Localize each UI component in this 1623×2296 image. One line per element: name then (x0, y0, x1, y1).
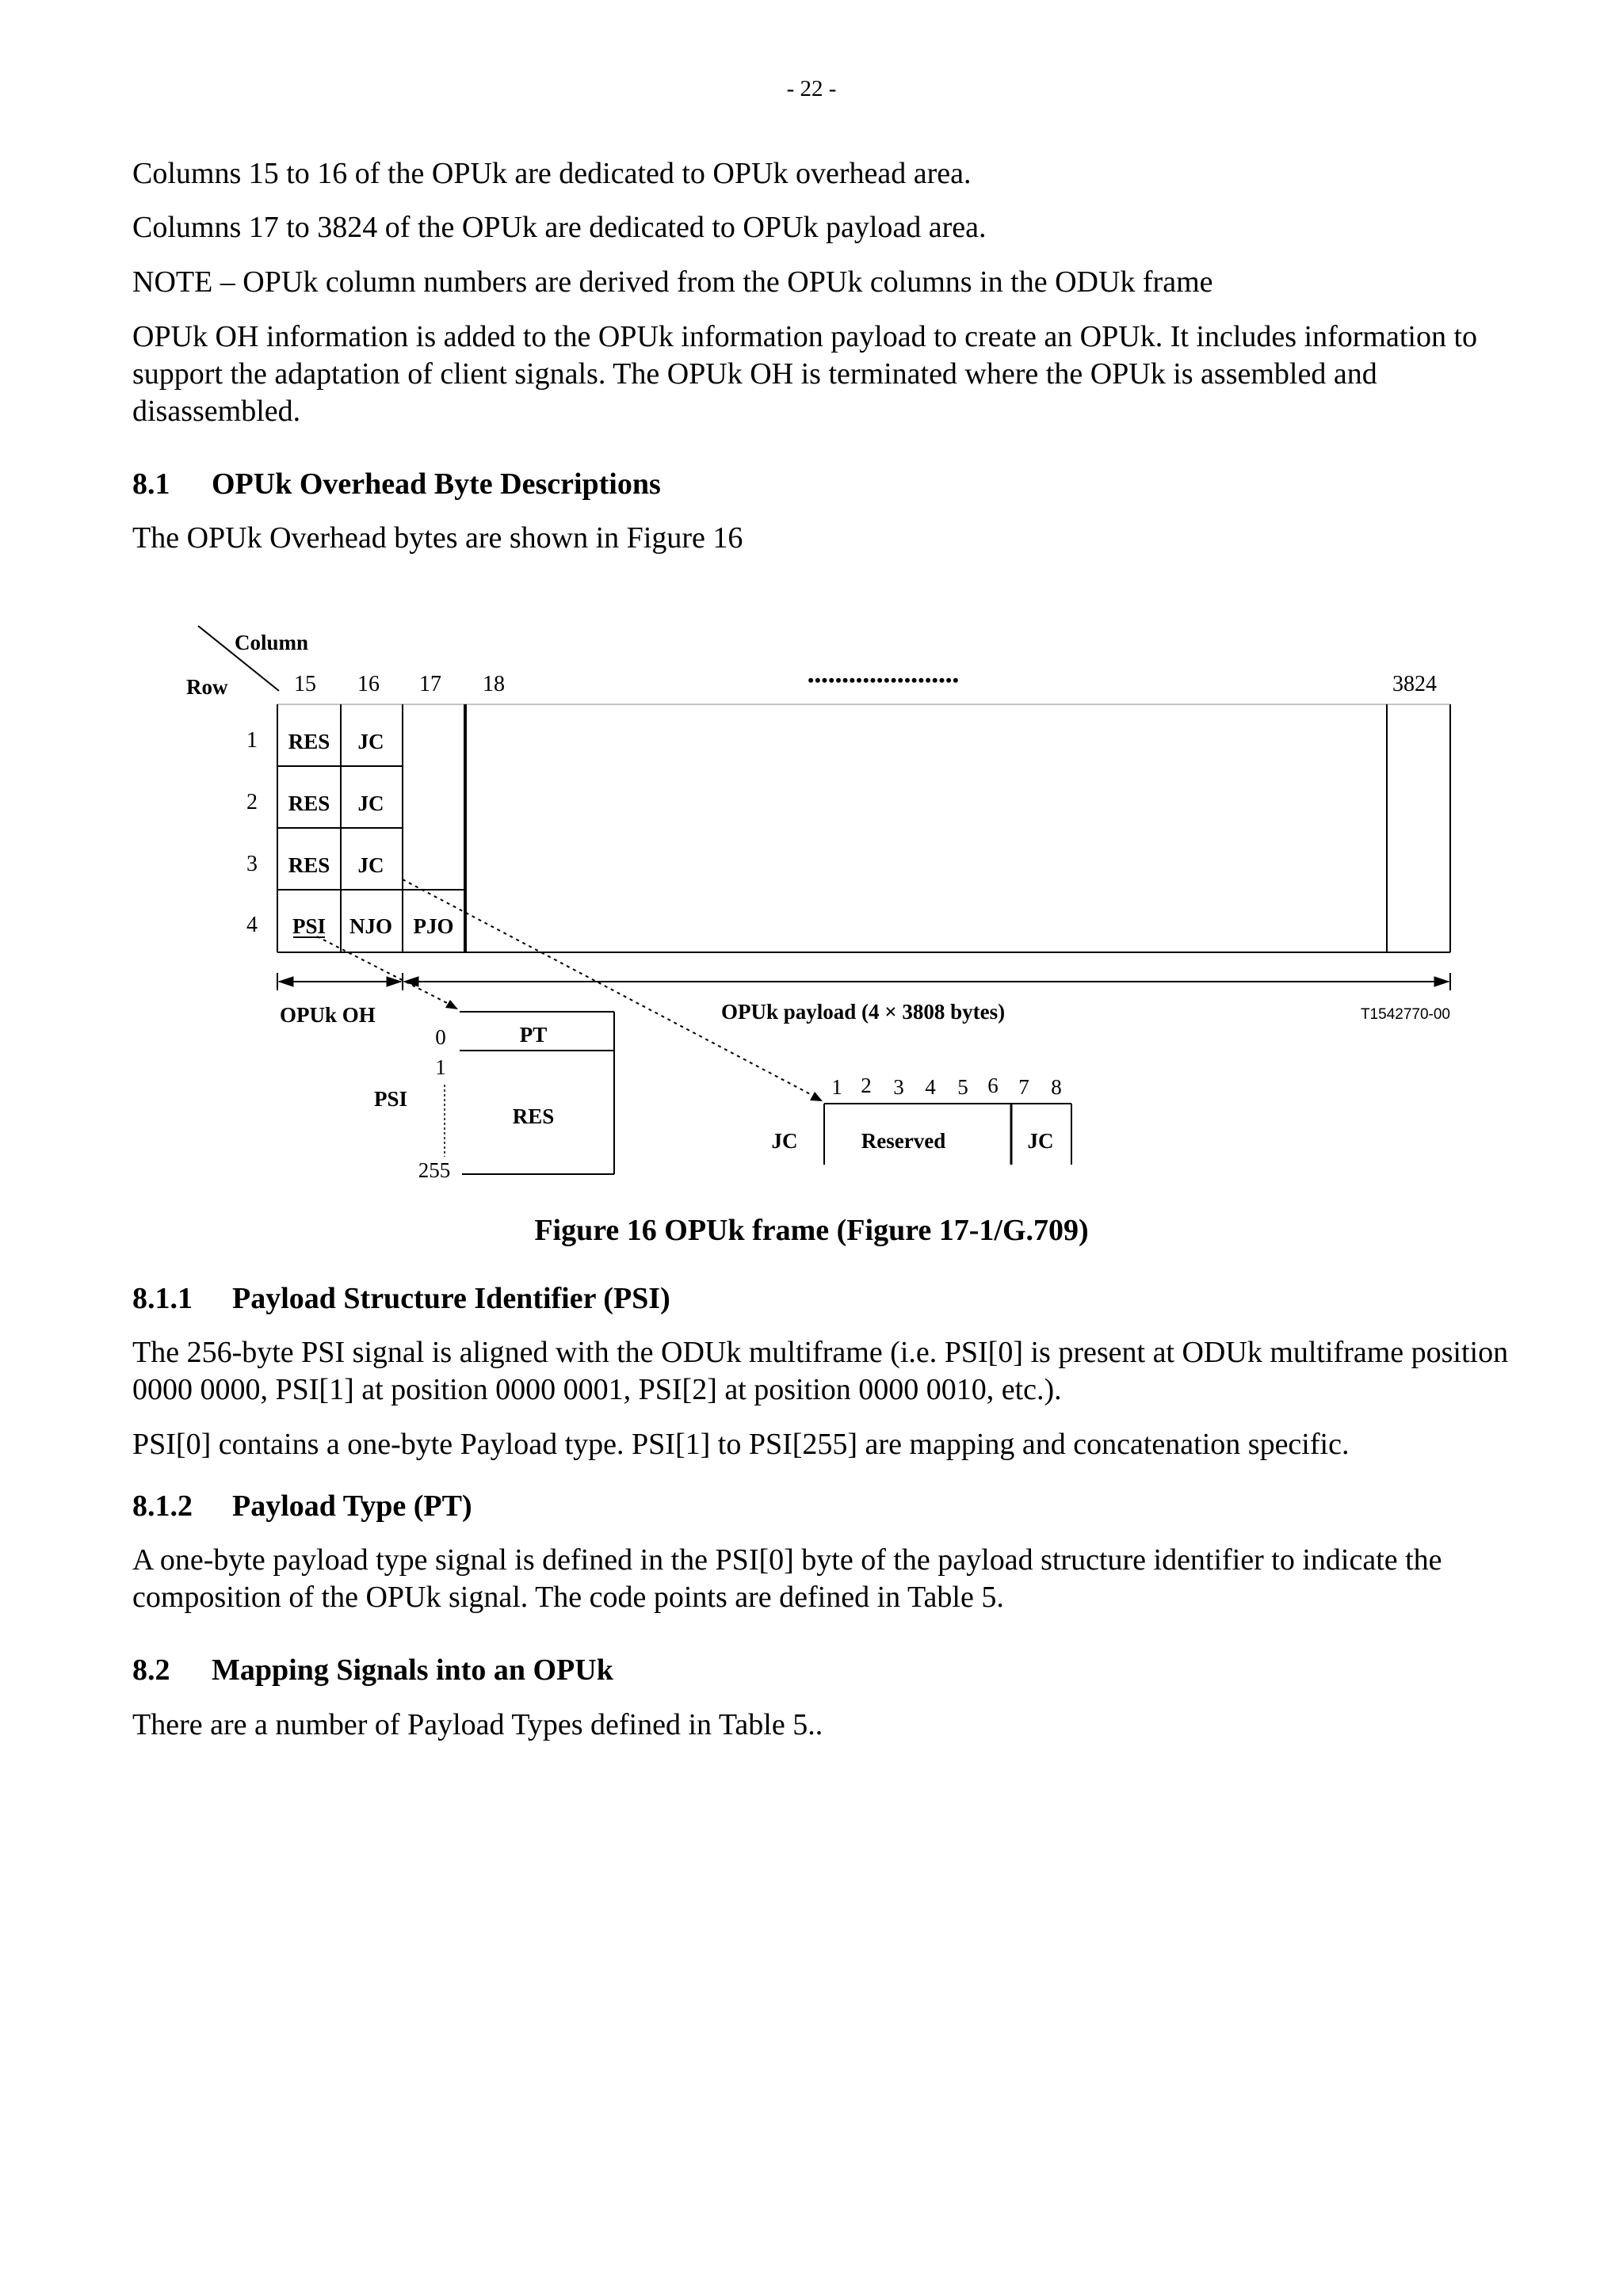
psi-index-1: 1 (435, 1055, 446, 1079)
section-8-1-2-heading (132, 1488, 472, 1525)
figure-caption: Figure 16 OPUk frame (Figure 17-1/G.709) (534, 1214, 1089, 1247)
page-number: - 22 - (786, 76, 837, 101)
psi-pointer-arrowhead (445, 1000, 458, 1009)
cell-r2-c16: JC (357, 791, 384, 815)
jc-bit-4: 4 (925, 1075, 936, 1099)
cell-r1-c15: RES (288, 730, 330, 753)
pointer-lines (317, 879, 816, 1097)
cell-r3-c15: RES (288, 853, 330, 877)
row-number-1: 1 (246, 728, 258, 753)
section-8-2-body: There are a number of Payload Types defined in Table 5.. (132, 1708, 823, 1741)
jc-left-label: JC (771, 1129, 798, 1153)
section-8-1-1-paragraph-2: PSI[0] contains a one-byte Payload type. PSI[1] to PSI[255] are mapping and concatenation specific. (132, 1428, 1350, 1461)
jc-bit-1: 1 (831, 1075, 842, 1099)
section-8-1-2-number: 8.1.2 (132, 1489, 193, 1523)
cell-r1-c16: JC (357, 730, 384, 753)
section-8-1-2-title: Payload Type (PT) (232, 1489, 472, 1523)
section-8-1-2-body: A one-byte payload type signal is defined in the PSI[0] byte of the payload structure identifier to indicate the composition of the OPUk signal. The code points are defined in Table 5. (132, 1543, 1442, 1614)
cell-r2-c15: RES (288, 791, 330, 815)
cell-r3-c16: JC (357, 853, 384, 877)
jc-pointer-arrowhead (810, 1092, 823, 1101)
jc-bit-7: 7 (1018, 1075, 1029, 1099)
note-paragraph: NOTE – OPUk column numbers are derived from the OPUk columns in the ODUk frame (132, 265, 1213, 299)
section-8-1-1-heading (132, 1280, 670, 1318)
section-8-1-body: The OPUk Overhead bytes are shown in Figure 16 (132, 521, 743, 555)
section-8-2-title: Mapping Signals into an OPUk (212, 1653, 613, 1687)
column-ellipsis-dots: •••••••••••••••••••••• (808, 670, 960, 690)
intro-paragraph-4: OPUk OH information is added to the OPUk information payload to create an OPUk. It includes information to support the adaptation of client signals. The OPUk OH is terminated where the OPUk is assembled and disassembled. (132, 320, 1478, 428)
row-number-3: 3 (246, 852, 258, 876)
reserved-bits-label: Reserved (861, 1129, 946, 1153)
intro-paragraph-2: Columns 17 to 3824 of the OPUk are dedicated to OPUk payload area. (132, 211, 987, 244)
dimension-arrows (277, 973, 1450, 990)
psi-index-0: 0 (435, 1025, 446, 1049)
section-8-1-1-paragraph-1: The 256-byte PSI signal is aligned with the ODUk multiframe (i.e. PSI[0] is present at ODUk multiframe position 0000 0000, PSI[1] at position 0000 0001, PSI[2] at position 0000 0010, etc.). (132, 1336, 1509, 1406)
jc-right-label: JC (1027, 1129, 1054, 1153)
intro-paragraph-1: Columns 15 to 16 of the OPUk are dedicated to OPUk overhead area. (132, 157, 972, 190)
column-number-16: 16 (357, 672, 380, 696)
cell-r4-c15: PSI (292, 914, 327, 938)
section-8-1-number: 8.1 (132, 467, 170, 501)
column-number-18: 18 (483, 672, 505, 696)
opuk-oh-label: OPUk OH (280, 1003, 376, 1027)
figure-id: T1542770-00 (1360, 1006, 1450, 1023)
row-number-2: 2 (246, 790, 258, 814)
section-8-1-title: OPUk Overhead Byte Descriptions (212, 467, 661, 501)
psi-index-255: 255 (418, 1158, 451, 1182)
column-label: Column (235, 631, 309, 654)
column-number-3824: 3824 (1392, 672, 1437, 696)
section-8-2-number: 8.2 (132, 1653, 170, 1687)
cell-r4-c17: PJO (413, 914, 454, 938)
jc-bit-3: 3 (893, 1075, 904, 1099)
section-8-1-1-title: Payload Structure Identifier (PSI) (232, 1282, 670, 1315)
res-cell: RES (512, 1104, 555, 1128)
column-number-17: 17 (419, 672, 441, 696)
jc-bit-5: 5 (957, 1075, 968, 1099)
psi-label: PSI (374, 1087, 408, 1111)
row-number-4: 4 (246, 913, 258, 937)
section-8-1-1-number: 8.1.1 (132, 1282, 193, 1315)
section-8-2-heading (132, 1652, 613, 1689)
column-number-15: 15 (294, 672, 316, 696)
jc-bit-6: 6 (987, 1074, 999, 1097)
jc-bit-2: 2 (861, 1074, 872, 1097)
jc-bit-8: 8 (1051, 1075, 1062, 1099)
opuk-payload-label: OPUk payload (4 × 3808 bytes) (721, 1000, 1006, 1024)
pt-cell: PT (519, 1023, 548, 1047)
row-label: Row (186, 675, 228, 699)
cell-r4-c16: NJO (349, 914, 392, 938)
